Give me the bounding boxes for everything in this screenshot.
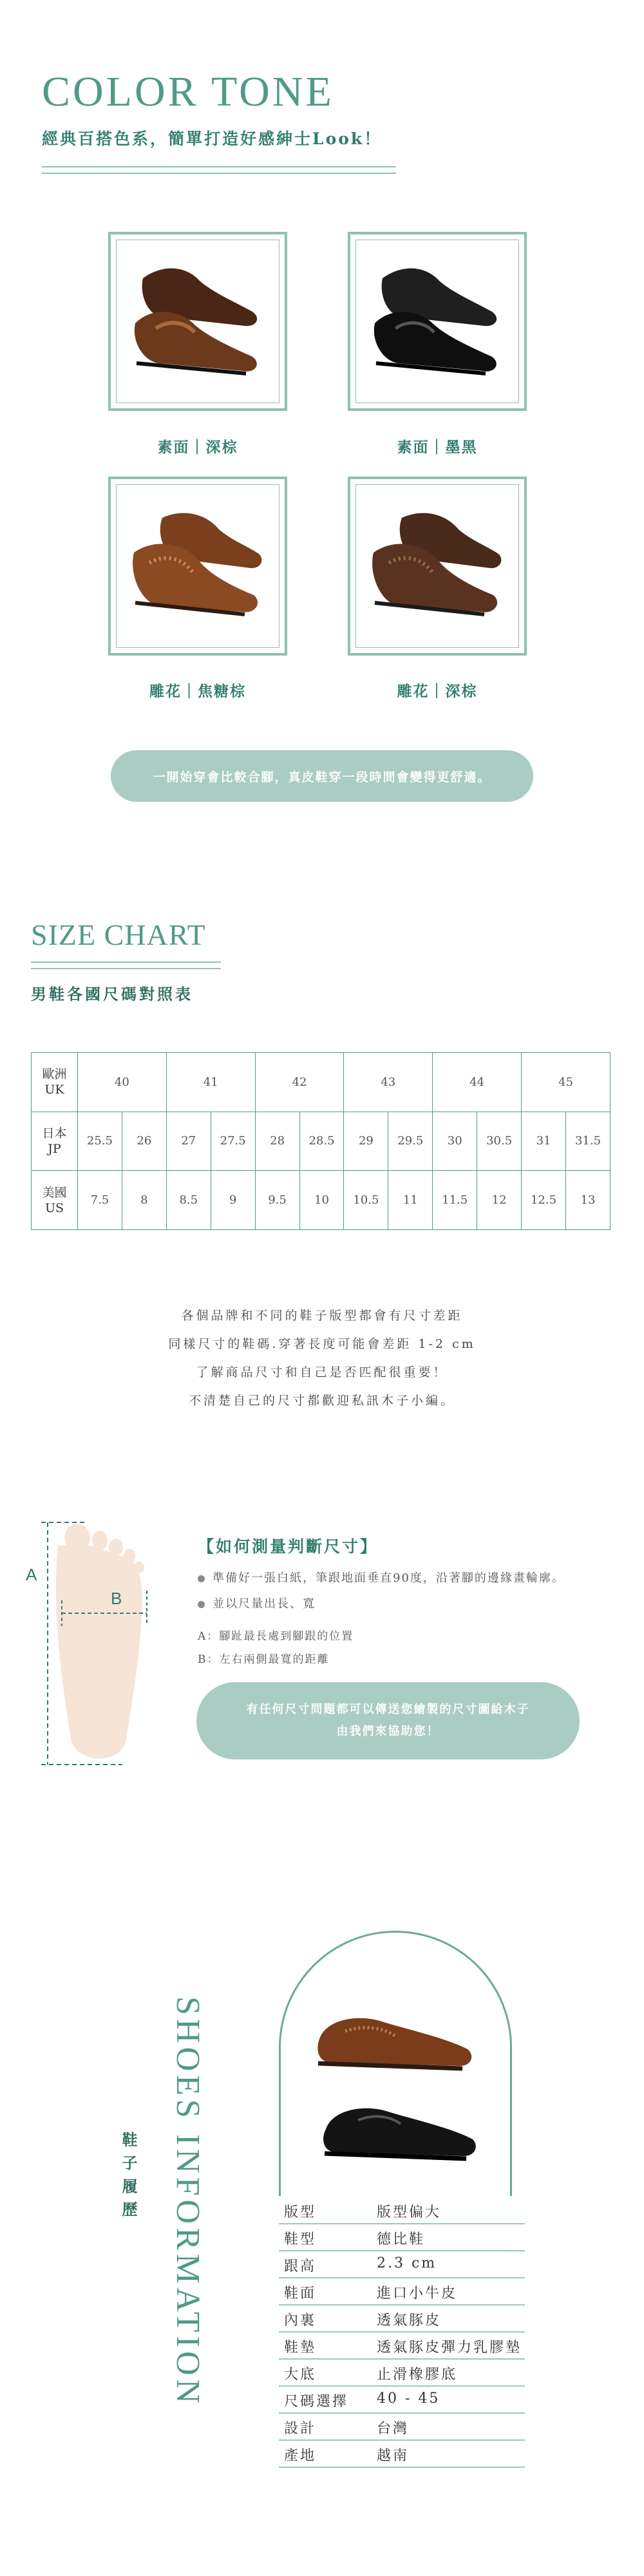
measure-def: A：腳趾最長處到腳跟的位置 xyxy=(198,1630,354,1643)
product-photo-black-plain xyxy=(348,232,527,411)
foot-measure-diagram xyxy=(26,1520,180,1771)
info-key: 版型 xyxy=(284,2204,317,2221)
comfort-note: 一開始穿會比較合腳，真皮鞋穿一段時間會變得更舒適。 xyxy=(111,750,533,802)
info-key: 鞋墊 xyxy=(284,2340,317,2356)
table-cell: 12 xyxy=(477,1171,522,1230)
shoe-pair-image xyxy=(124,492,272,640)
info-row xyxy=(279,2385,525,2414)
table-cell: 9.5 xyxy=(255,1171,299,1230)
info-value: 版型偏大 xyxy=(377,2204,442,2221)
size-note: 各個品牌和不同的鞋子版型都會有尺寸差距 xyxy=(181,1309,463,1323)
info-value: 台灣 xyxy=(377,2421,410,2437)
info-row xyxy=(279,2304,525,2333)
size-chart-title: SIZE CHART xyxy=(31,918,206,951)
measure-title: 【如何測量判斷尺寸】 xyxy=(198,1537,379,1556)
table-cell: 9 xyxy=(211,1171,255,1230)
table-cell: 10 xyxy=(299,1171,344,1230)
measure-step: 並以尺量出長、寬 xyxy=(198,1595,316,1611)
table-cell: 42 xyxy=(255,1053,344,1112)
shoe-side-images xyxy=(313,1994,480,2174)
info-key: 鞋面 xyxy=(284,2286,317,2302)
photo-caption: 素面｜墨黑 xyxy=(397,439,478,456)
foot-outline-icon xyxy=(26,1520,180,1771)
info-row xyxy=(279,2196,525,2224)
info-value: 進口小牛皮 xyxy=(377,2286,458,2302)
photo-caption: 雕花｜焦糖棕 xyxy=(149,683,246,700)
shoe-pair-image xyxy=(363,492,511,640)
table-cell: 30.5 xyxy=(477,1112,522,1171)
table-row xyxy=(32,1053,611,1112)
color-tone-title: COLOR TONE xyxy=(42,68,334,115)
bullet-icon xyxy=(198,1601,205,1608)
table-cell: 28.5 xyxy=(299,1112,344,1171)
info-row xyxy=(279,2331,525,2360)
table-cell: 12.5 xyxy=(522,1171,566,1230)
info-value: 止滑橡膠底 xyxy=(377,2367,458,2383)
info-key: 尺碼選擇 xyxy=(284,2394,349,2410)
info-key: 內裏 xyxy=(284,2313,317,2329)
info-row xyxy=(279,2412,525,2441)
info-key: 跟高 xyxy=(284,2259,317,2275)
help-line: 有任何尺寸問題都可以傳送您繪製的尺寸圖給木子 xyxy=(246,1703,530,1716)
info-value: 德比鞋 xyxy=(377,2231,426,2248)
size-note: 同樣尺寸的鞋碼.穿著長度可能會差距 1-2 cm xyxy=(168,1337,476,1351)
table-cell: 29 xyxy=(344,1112,388,1171)
table-cell: 7.5 xyxy=(78,1171,122,1230)
size-chart-subtitle: 男鞋各國尺碼對照表 xyxy=(31,985,193,1003)
table-cell: 25.5 xyxy=(78,1112,122,1171)
info-key: 大底 xyxy=(284,2367,317,2383)
shoe-pair-image xyxy=(124,247,272,395)
table-cell: 8 xyxy=(122,1171,166,1230)
table-cell: 11.5 xyxy=(433,1171,477,1230)
measure-step: 準備好一張白紙，筆跟地面垂直90度，沿著腳的邊緣畫輪廓。 xyxy=(198,1569,565,1586)
table-cell: 27 xyxy=(166,1112,211,1171)
info-value: 透氣豚皮 xyxy=(377,2313,442,2329)
row-header: 美國 US xyxy=(32,1171,78,1230)
product-photo-dark-brown-brogue xyxy=(348,477,527,656)
info-key: 鞋型 xyxy=(284,2231,317,2248)
info-row xyxy=(279,2250,525,2278)
size-table xyxy=(31,1052,611,1230)
label-a: A xyxy=(26,1565,37,1584)
table-row xyxy=(32,1112,611,1171)
info-row xyxy=(279,2358,525,2387)
divider xyxy=(31,961,221,963)
table-cell: 43 xyxy=(344,1053,433,1112)
size-note: 了解商品尺寸和自己是否匹配很重要！ xyxy=(196,1365,448,1379)
table-cell: 8.5 xyxy=(166,1171,211,1230)
shoes-information-title: SHOES INFORMATION xyxy=(169,1996,206,2407)
help-note xyxy=(196,1682,580,1759)
table-cell: 26 xyxy=(122,1112,166,1171)
size-note: 不清楚自己的尺寸都歡迎私訊木子小編。 xyxy=(188,1394,455,1408)
label-b: B xyxy=(111,1589,122,1608)
info-value: 越南 xyxy=(377,2448,410,2464)
table-cell: 44 xyxy=(433,1053,522,1112)
table-cell: 29.5 xyxy=(388,1112,433,1171)
color-tone-subtitle: 經典百搭色系，簡單打造好感紳士Look！ xyxy=(42,129,383,148)
table-cell: 31 xyxy=(522,1112,566,1171)
info-value: 40 - 45 xyxy=(377,2391,440,2407)
product-photo-caramel-brogue xyxy=(108,477,287,656)
table-cell: 28 xyxy=(255,1112,299,1171)
photo-caption: 素面｜深棕 xyxy=(157,439,238,456)
row-header: 歐洲 UK xyxy=(32,1053,78,1112)
shoe-pair-image xyxy=(363,247,511,395)
bullet-icon xyxy=(198,1575,205,1582)
photo-caption: 雕花｜深棕 xyxy=(397,683,478,700)
table-cell: 45 xyxy=(522,1053,611,1112)
shoes-history-title: 鞋子履歷 xyxy=(119,2132,138,2224)
table-row xyxy=(32,1171,611,1230)
measure-def: B：左右兩側最寬的距離 xyxy=(198,1653,330,1666)
info-row xyxy=(279,2439,525,2468)
info-row xyxy=(279,2223,525,2251)
info-value: 透氣豚皮彈力乳膠墊 xyxy=(377,2340,522,2356)
divider xyxy=(42,173,396,174)
table-cell: 40 xyxy=(78,1053,167,1112)
divider xyxy=(42,166,396,167)
table-cell: 10.5 xyxy=(344,1171,388,1230)
info-key: 產地 xyxy=(284,2448,317,2464)
product-arch-frame xyxy=(279,1931,512,2196)
table-cell: 27.5 xyxy=(211,1112,255,1171)
table-cell: 13 xyxy=(565,1171,610,1230)
info-key: 設計 xyxy=(284,2421,317,2437)
divider xyxy=(31,968,221,969)
info-row xyxy=(279,2277,525,2306)
help-line: 由我們來協助您！ xyxy=(336,1725,440,1738)
table-cell: 41 xyxy=(166,1053,255,1112)
table-cell: 30 xyxy=(433,1112,477,1171)
product-photo-dark-brown-plain xyxy=(108,232,287,411)
row-header: 日本 JP xyxy=(32,1112,78,1171)
info-value: 2.3 cm xyxy=(377,2255,437,2271)
table-cell: 31.5 xyxy=(565,1112,610,1171)
table-cell: 11 xyxy=(388,1171,433,1230)
